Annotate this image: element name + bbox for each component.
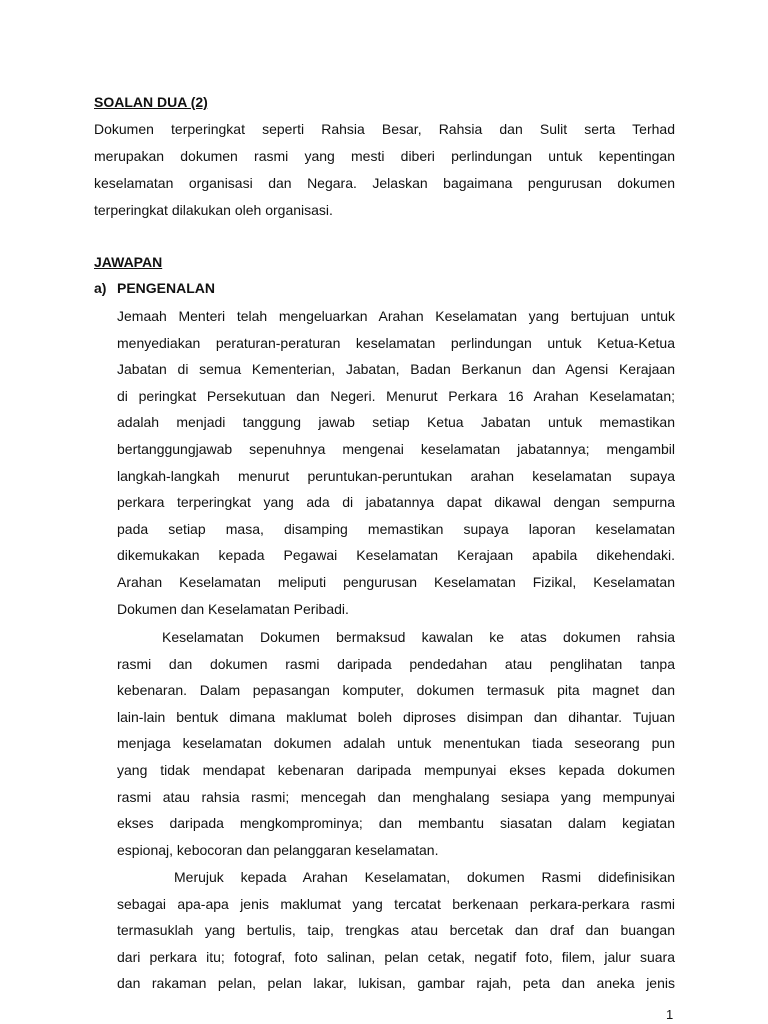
paragraph-line: Dokumen dan Keselamatan Peribadi. xyxy=(117,600,349,617)
paragraph-line: lain-lain bentuk dimana maklumat boleh diproses disimpan dan dihantar. Tujuan xyxy=(117,708,675,725)
paragraph-line: Keselamatan Dokumen bermaksud kawalan ke atas dokumen rahsia xyxy=(162,629,675,645)
paragraph-line: yang tidak mendapat kebenaran daripada mempunyai ekses kepada dokumen xyxy=(117,762,675,778)
section-marker: a) xyxy=(94,280,107,296)
paragraph-line: Merujuk kepada Arahan Keselamatan, dokumen Rasmi didefinisikan xyxy=(174,869,675,885)
paragraph-line: Jabatan di semua Kementerian, Jabatan, Badan Berkanun dan Agensi Kerajaan xyxy=(117,361,675,378)
question-line: terperingkat dilakukan oleh organisasi. xyxy=(94,202,333,218)
question-line: merupakan dokumen rasmi yang mesti diberi perlindungan untuk kepentingan xyxy=(94,148,675,164)
paragraph-line: adalah menjadi tanggung jawab setiap Ketua Jabatan untuk memastikan xyxy=(117,414,675,431)
paragraph-line: termasuklah yang bertulis, taip, trengkas atau bercetak dan draf dan buangan xyxy=(117,922,675,939)
paragraph-line: Jemaah Menteri telah mengeluarkan Arahan Keselamatan yang bertujuan untuk xyxy=(117,308,675,324)
question-title: SOALAN DUA (2) xyxy=(94,94,208,110)
question-line: Dokumen terperingkat seperti Rahsia Besar, Rahsia dan Sulit serta Terhad xyxy=(94,121,675,137)
paragraph-line: pada setiap masa, disamping memastikan supaya laporan keselamatan xyxy=(117,520,675,537)
paragraph-line: menyediakan peraturan-peraturan keselamatan perlindungan untuk Ketua-Ketua xyxy=(117,334,675,351)
paragraph-line: Arahan Keselamatan meliputi pengurusan Keselamatan Fizikal, Keselamatan xyxy=(117,574,675,590)
paragraph-line: sebagai apa-apa jenis maklumat yang tercatat berkenaan perkara-perkara rasmi xyxy=(117,895,675,912)
paragraph-line: rasmi dan dokumen rasmi daripada pendedahan atau penglihatan tanpa xyxy=(117,655,675,672)
answer-title: JAWAPAN xyxy=(94,254,163,270)
paragraph-line: ekses daripada mengkomprominya; dan membantu siasatan dalam kegiatan xyxy=(117,815,675,832)
paragraph-line: di peringkat Persekutuan dan Negeri. Menurut Perkara 16 Arahan Keselamatan; xyxy=(117,387,675,404)
paragraph-line: kebenaran. Dalam pepasangan komputer, dokumen termasuk pita magnet dan xyxy=(117,682,675,699)
paragraph-line: perkara terperingkat yang ada di jabatannya dapat dikawal dengan sempurna xyxy=(117,494,675,511)
paragraph-line: rasmi atau rahsia rasmi; mencegah dan menghalang sesiapa yang mempunyai xyxy=(117,788,675,805)
paragraph-line: dikemukakan kepada Pegawai Keselamatan Kerajaan apabila dikehendaki. xyxy=(117,547,675,564)
paragraph-line: dari perkara itu; fotograf, foto salinan, pelan cetak, negatif foto, filem, jalur suara xyxy=(117,948,675,965)
paragraph-line: bertanggungjawab sepenuhnya mengenai keselamatan jabatannya; mengambil xyxy=(117,441,675,457)
question-line: keselamatan organisasi dan Negara. Jelaskan bagaimana pengurusan dokumen xyxy=(94,175,675,191)
paragraph-line: espionaj, kebocoran dan pelanggaran keselamatan. xyxy=(117,841,439,858)
page-number: 1 xyxy=(666,1007,674,1022)
paragraph-line: dan rakaman pelan, pelan lakar, lukisan, gambar rajah, peta dan aneka jenis xyxy=(117,975,675,992)
section-title: PENGENALAN xyxy=(117,280,216,296)
paragraph-line: menjaga keselamatan dokumen adalah untuk menentukan tiada seseorang pun xyxy=(117,735,675,752)
paragraph-line: langkah-langkah menurut peruntukan-peruntukan arahan keselamatan supaya xyxy=(117,467,675,484)
